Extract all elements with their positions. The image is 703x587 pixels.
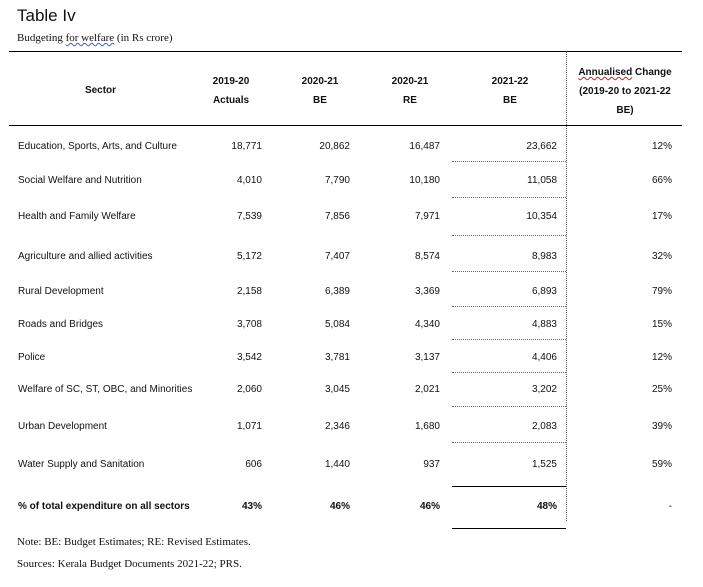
row-2019-20-actuals: 5,172 [236,251,262,262]
header-2019-20-type: Actuals [212,95,250,106]
header-2020-21-be-type: BE [313,95,327,106]
header-2021-22-be [470,72,550,110]
header-2019-20-year: 2019-20 [212,76,250,87]
row-2020-21-re: 4,340 [414,319,440,330]
row-separator [452,197,566,198]
row-separator [452,161,566,162]
row-2020-21-be: 7,790 [324,175,350,186]
total-row-annualised-change: - [668,501,672,512]
row-sector: Welfare of SC, ST, OBC, and Minorities [18,384,193,395]
row-2020-21-be: 3,781 [324,352,350,363]
row-separator [452,372,566,373]
table-sources: Sources: Kerala Budget Documents 2021-22; PRS. [17,558,242,570]
header-2020-21-re [380,72,440,110]
header-change-word: Change [632,67,672,78]
row-2021-22-be: 1,525 [531,459,557,470]
column-divider-dotted [566,51,567,521]
row-2020-21-be: 6,389 [324,286,350,297]
row-sector: Health and Family Welfare [18,211,136,222]
header-2020-21-be [290,72,350,110]
row-2021-22-be: 11,058 [527,175,557,186]
header-2019-20-actuals [200,72,262,110]
row-2020-21-re: 3,137 [414,352,440,363]
row-2019-20-actuals: 3,542 [236,352,262,363]
row-separator [452,271,566,272]
row-separator-solid [452,486,566,487]
row-annualised-change: 12% [651,141,672,152]
row-separator [452,406,566,407]
row-separator [452,339,566,340]
row-annualised-change: 39% [651,421,672,432]
row-2020-21-re: 8,574 [414,251,440,262]
row-2019-20-actuals: 3,708 [236,319,262,330]
row-2021-22-be: 4,883 [531,319,557,330]
row-2019-20-actuals: 18,771 [231,141,262,152]
header-annualised-change [570,63,680,120]
row-sector: Roads and Bridges [18,319,104,330]
row-2020-21-re: 937 [423,459,440,470]
subtitle-word-for-welfare: for welfare [65,32,115,44]
row-2020-21-be: 2,346 [324,421,350,432]
row-sector: Agriculture and allied activities [18,251,153,262]
total-row-label: % of total expenditure on all sectors [18,501,190,512]
row-annualised-change: 17% [651,211,672,222]
header-annualised-word: Annualised [578,67,633,78]
row-2019-20-actuals: 4,010 [236,175,262,186]
row-2021-22-be: 10,354 [526,211,557,222]
row-2020-21-be: 7,856 [324,211,350,222]
table-top-rule [9,51,682,52]
total-row-2021-22-be: 48% [536,501,557,512]
row-2021-22-be: 3,202 [531,384,557,395]
row-2019-20-actuals: 606 [245,459,262,470]
row-2020-21-be: 1,440 [324,459,350,470]
row-2021-22-be: 8,983 [531,251,557,262]
header-2020-21-re-year: 2020-21 [391,76,429,87]
header-2020-21-re-type: RE [403,95,417,106]
row-2020-21-re: 3,369 [414,286,440,297]
subtitle-unit: (in Rs crore) [116,32,173,44]
row-2020-21-re: 10,180 [409,175,440,186]
row-sector: Education, Sports, Arts, and Culture [18,141,177,152]
row-2019-20-actuals: 1,071 [236,421,262,432]
row-2020-21-be: 7,407 [324,251,350,262]
row-sector: Social Welfare and Nutrition [18,175,142,186]
row-2020-21-be: 20,862 [319,141,350,152]
row-2020-21-re: 16,487 [409,141,440,152]
row-annualised-change: 25% [651,384,672,395]
row-separator [452,235,566,236]
row-annualised-change: 59% [651,459,672,470]
row-annualised-change: 79% [651,286,672,297]
row-sector: Water Supply and Sanitation [18,459,145,470]
row-separator [452,442,566,443]
row-annualised-change: 15% [651,319,672,330]
row-2021-22-be: 4,406 [531,352,557,363]
header-sector: Sector [84,85,117,96]
row-2021-22-be: 23,662 [526,141,557,152]
header-annualised-period-end: BE) [616,105,634,116]
table-title: Table Iv [17,6,76,25]
row-2020-21-be: 3,045 [324,384,350,395]
table-note: Note: BE: Budget Estimates; RE: Revised Estimates. [17,536,251,548]
row-2019-20-actuals: 2,060 [236,384,262,395]
row-separator [452,306,566,307]
subtitle-word-budgeting: Budgeting [17,32,63,44]
table-subtitle [17,32,173,44]
row-2020-21-re: 1,680 [414,421,440,432]
table-header-rule [9,125,682,126]
total-row-2020-21-be: 46% [329,501,350,512]
row-sector: Urban Development [18,421,107,432]
header-2020-21-be-year: 2020-21 [301,76,339,87]
header-annualised-change-title [570,63,680,82]
total-row-2019-20-actuals: 43% [241,501,262,512]
row-2020-21-re: 7,971 [414,211,440,222]
row-sector: Rural Development [18,286,104,297]
row-annualised-change: 66% [651,175,672,186]
header-annualised-period: (2019-20 to 2021-22 [579,86,671,97]
row-2019-20-actuals: 7,539 [236,211,262,222]
total-row-bottom-rule [452,528,566,529]
row-2021-22-be: 2,083 [531,421,557,432]
row-annualised-change: 32% [651,251,672,262]
row-annualised-change: 12% [651,352,672,363]
header-2021-22-be-year: 2021-22 [491,76,529,87]
row-2020-21-be: 5,084 [324,319,350,330]
row-2021-22-be: 6,893 [531,286,557,297]
row-sector: Police [18,352,46,363]
row-2020-21-re: 2,021 [414,384,440,395]
total-row-2020-21-re: 46% [419,501,440,512]
row-2019-20-actuals: 2,158 [236,286,262,297]
header-2021-22-be-type: BE [503,95,517,106]
